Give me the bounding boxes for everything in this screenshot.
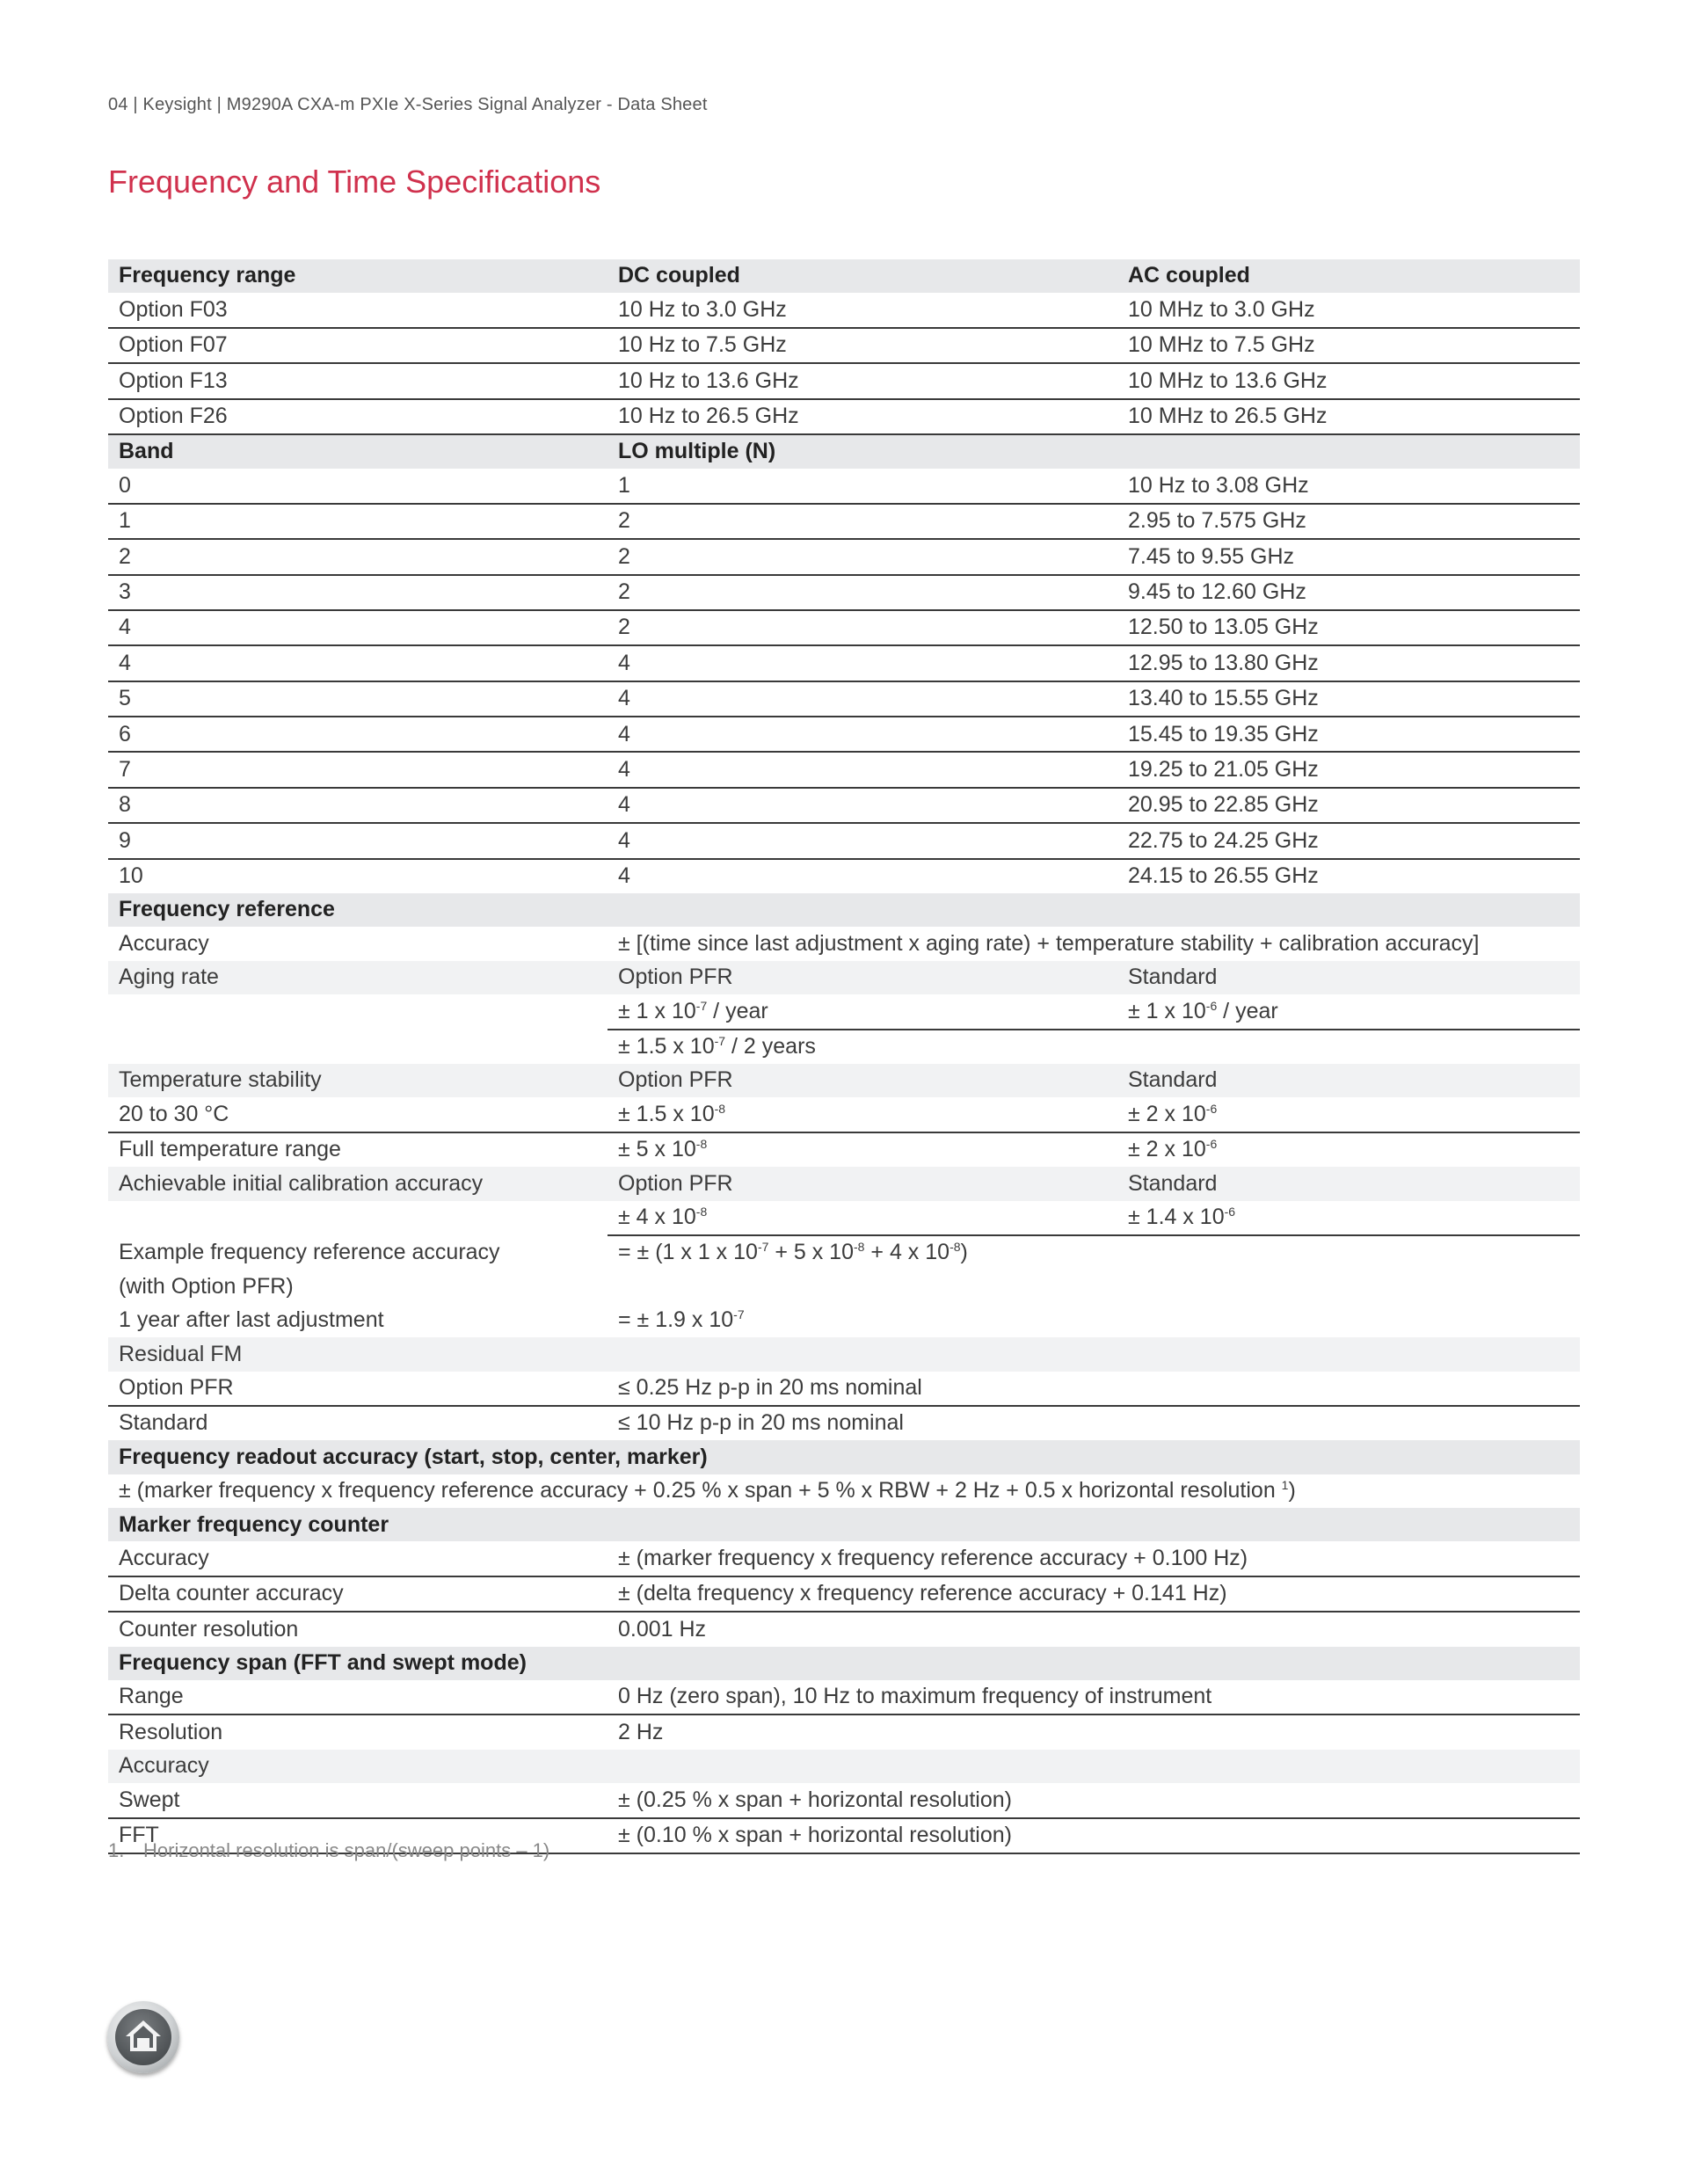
- table-row: Example frequency reference accuracy = ± (1 x 1 x $10^{-7} + 5$ x $10^{-8} + 4$ x $10^{-8}$): [119, 1239, 968, 1265]
- table-row: Standard ≤ 10 Hz p-p in 20 ms nominal: [119, 1410, 904, 1436]
- section-header-marker-frequency-counter: Marker frequency counter: [108, 1508, 1580, 1541]
- table-row: Residual FM: [108, 1337, 1580, 1371]
- table-row: 5 4 13.40 to 15.55 GHz: [108, 681, 1580, 717]
- table-row: ± (marker frequency x frequency reference accuracy + 0.25 % x span + 5 % x RBW + 2 Hz + 0.5 x horizontal resolution $^1$): [119, 1478, 1296, 1503]
- footnote: [108, 1839, 549, 1862]
- table-row: 1 year after last adjustment = ± 1.9 x $10^{-7}$: [119, 1307, 745, 1333]
- table-row: Accuracy: [108, 1750, 1580, 1783]
- table-row: 0 1 10 Hz to 3.08 GHz: [108, 469, 1580, 503]
- table-row: Option F13 10 Hz to 13.6 GHz 10 MHz to 13.6 GHz: [108, 363, 1580, 398]
- footnote-text: Horizontal resolution is span/(sweep points – 1): [143, 1839, 550, 1861]
- table-row: 20 to 30 °C ± 1.5 x $10^{-8}$ ± 2 x $10^{-6}$: [108, 1097, 1580, 1132]
- table-row: Counter resolution 0.001 Hz: [119, 1616, 707, 1642]
- table-row: FFT ± (0.10 % x span + horizontal resolution): [108, 1818, 1580, 1853]
- table-row: ± 1.5 x $10^{-7} / 2$ years: [618, 1034, 816, 1059]
- table-row: 10 4 24.15 to 26.55 GHz: [119, 863, 1319, 889]
- section-header-frequency-reference: Frequency reference: [108, 893, 1580, 927]
- table-row: 9 4 22.75 to 24.25 GHz: [108, 823, 1580, 858]
- table-row: ± 4 x $10^{-8}$ ± 1.4 x $10^{-6}$: [108, 1201, 1580, 1235]
- table-row: 4 2 12.50 to 13.05 GHz: [108, 610, 1580, 645]
- table-row: 7 4 19.25 to 21.05 GHz: [108, 752, 1580, 787]
- table-row: Temperature stability Option PFR Standard: [108, 1064, 1580, 1097]
- table-row: 8 4 20.95 to 22.85 GHz: [108, 788, 1580, 823]
- table-row: 2 2 7.45 to 9.55 GHz: [108, 539, 1580, 574]
- table-row: Option F26 10 Hz to 26.5 GHz 10 MHz to 26.5 GHz: [108, 399, 1580, 434]
- table-row: Option F03 10 Hz to 3.0 GHz 10 MHz to 3.0 GHz: [108, 293, 1580, 327]
- table-row: 4 4 12.95 to 13.80 GHz: [108, 645, 1580, 681]
- page-header: 04 | Keysight | M9290A CXA-m PXIe X-Series Signal Analyzer - Data Sheet: [108, 95, 708, 114]
- table-row: Accuracy ± [(time since last adjustment x aging rate) + temperature stability + calibration accuracy]: [119, 930, 1480, 956]
- spec-table: [108, 259, 1580, 1854]
- table-row: Range 0 Hz (zero span), 10 Hz to maximum frequency of instrument: [108, 1680, 1580, 1714]
- page-title: Frequency and Time Specifications: [108, 164, 601, 200]
- table-row: (with Option PFR): [119, 1273, 294, 1299]
- table-row: Achievable initial calibration accuracy Option PFR Standard: [108, 1167, 1580, 1200]
- table-row: Option PFR ≤ 0.25 Hz p-p in 20 ms nominal: [108, 1372, 1580, 1406]
- table-row: Aging rate Option PFR Standard: [108, 961, 1580, 994]
- table-row: Option F07 10 Hz to 7.5 GHz 10 MHz to 7.5 GHz: [108, 328, 1580, 363]
- table-row: ± 1 x $10^{-7}$ / year ± 1 x $10^{-6}$ / year: [108, 994, 1580, 1029]
- table-row: Resolution 2 Hz: [119, 1719, 664, 1744]
- table-row: Accuracy ± (marker frequency x frequency reference accuracy + 0.100 Hz): [108, 1541, 1580, 1576]
- table-row: Full temperature range ± 5 x $10^{-8}$ ± 2 x $10^{-6}$: [119, 1137, 1218, 1162]
- table-row: 3 2 9.45 to 12.60 GHz: [108, 575, 1580, 610]
- table-row: 1 2 2.95 to 7.575 GHz: [108, 504, 1580, 539]
- section-header-band: Band LO multiple (N): [108, 434, 1580, 469]
- section-header-frequency-readout-accuracy: Frequency readout accuracy (start, stop, center, marker): [108, 1440, 1580, 1474]
- footnote-number: 1.: [108, 1839, 125, 1861]
- table-row: 6 4 15.45 to 19.35 GHz: [108, 717, 1580, 752]
- home-icon: [119, 2012, 168, 2061]
- table-row: Delta counter accuracy ± (delta frequency x frequency reference accuracy + 0.141 Hz): [108, 1576, 1580, 1612]
- section-header-frequency-span: Frequency span (FFT and swept mode): [108, 1647, 1580, 1680]
- table-row: Swept ± (0.25 % x span + horizontal resolution): [108, 1783, 1580, 1817]
- home-button[interactable]: [107, 2001, 179, 2073]
- section-header-frequency-range: Frequency range DC coupled AC coupled: [108, 259, 1580, 293]
